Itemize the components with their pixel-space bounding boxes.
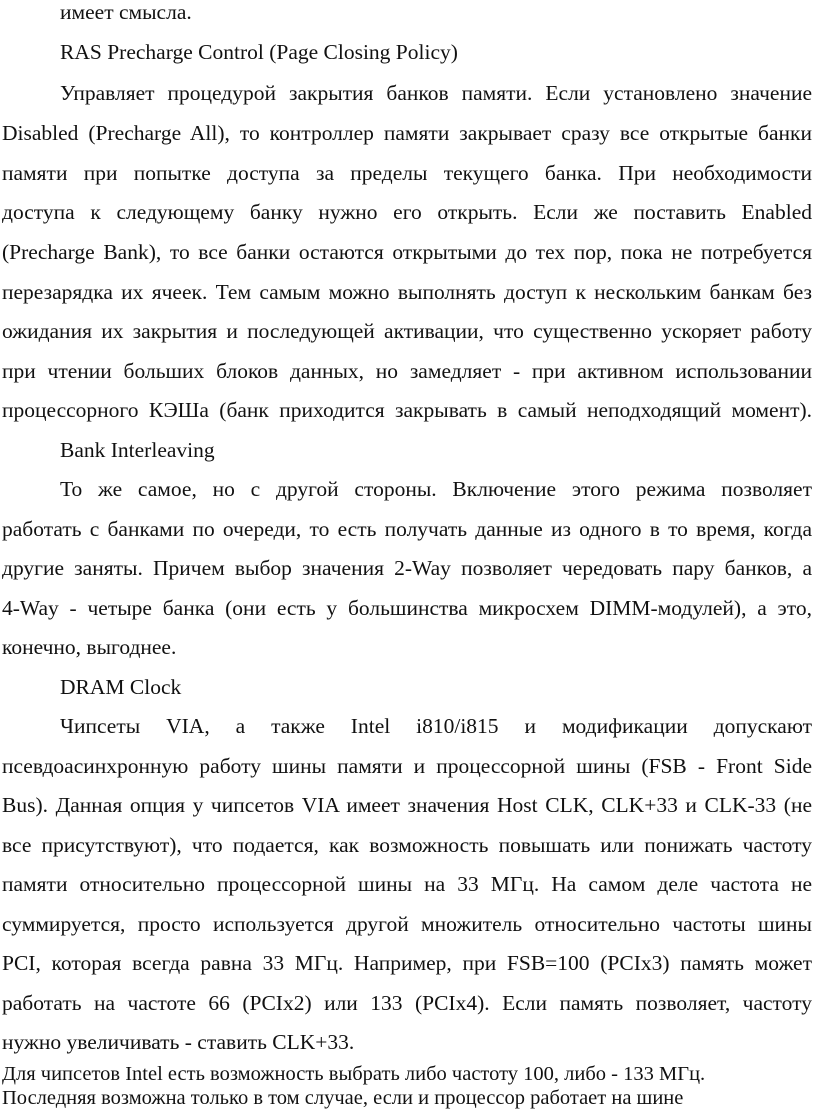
- paragraph-line: псевдоасинхронную работу шины памяти и процессорной шины (FSB - Front Side: [2, 754, 812, 778]
- paragraph-line: 4-Way - четыре банка (они есть у большинства микросхем DIMM-модулей), а это,: [2, 596, 812, 620]
- paragraph-line: Для чипсетов Intel есть возможность выбрать либо частоту 100, либо - 133 МГц.: [2, 1063, 706, 1085]
- paragraph-line: перезарядка их ячеек. Тем самым можно выполнять доступ к нескольким банкам без: [2, 280, 812, 304]
- paragraph-line: суммируется, просто используется другой множитель относительно частоты шины: [2, 912, 812, 936]
- section-heading-bank-interleaving: Bank Interleaving: [60, 438, 215, 462]
- paragraph-line: доступа к следующему банку нужно его открыть. Если же поставить Enabled: [2, 200, 812, 224]
- paragraph-line: Управляет процедурой закрытия банков памяти. Если установлено значение: [60, 81, 812, 105]
- paragraph-line: при чтении больших блоков данных, но замедляет - при активном использовании: [2, 359, 812, 383]
- paragraph-line: памяти при попытке доступа за пределы текущего банка. При необходимости: [2, 161, 812, 185]
- paragraph-line: Bus). Данная опция у чипсетов VIA имеет значения Host CLK, CLK+33 и CLK-33 (не: [2, 793, 812, 817]
- paragraph-line: работать с банками по очереди, то есть получать данные из одного в то время, когда: [2, 517, 812, 541]
- section-heading-ras-precharge: RAS Precharge Control (Page Closing Policy): [60, 40, 458, 64]
- paragraph-line: Чипсеты VIA, а также Intel i810/i815 и модификации допускают: [60, 714, 812, 738]
- paragraph-line: другие заняты. Причем выбор значения 2-Way позволяет чередовать пару банков, а: [2, 556, 812, 580]
- paragraph-line: ожидания их закрытия и последующей активации, что существенно ускоряет работу: [2, 319, 812, 343]
- paragraph-line: То же самое, но с другой стороны. Включение этого режима позволяет: [60, 477, 812, 501]
- paragraph-line: памяти относительно процессорной шины на 33 МГц. На самом деле частота не: [2, 872, 812, 896]
- section-heading-dram-clock: DRAM Clock: [60, 675, 182, 699]
- paragraph-line: конечно, выгоднее.: [2, 635, 177, 659]
- paragraph-line: PCI, которая всегда равна 33 МГц. Например, при FSB=100 (PCIx3) память может: [2, 951, 812, 975]
- paragraph-line: Disabled (Precharge All), то контроллер памяти закрывает сразу все открытые банки: [2, 121, 812, 145]
- paragraph-line: нужно увеличивать - ставить CLK+33.: [2, 1030, 355, 1054]
- paragraph-line: (Precharge Bank), то все банки остаются открытыми до тех пор, пока не потребуется: [2, 240, 812, 264]
- paragraph-line: все присутствуют), что подается, как возможность повышать или понижать частоту: [2, 833, 812, 857]
- paragraph-line: работать на частоте 66 (PCIx2) или 133 (PCIx4). Если память позволяет, частоту: [2, 991, 812, 1015]
- paragraph-line: имеет смысла.: [60, 0, 192, 24]
- paragraph-line: Последняя возможна только в том случае, если и процессор работает на шине: [2, 1087, 684, 1109]
- paragraph-line: процессорного КЭШа (банк приходится закрывать в самый неподходящий момент).: [2, 398, 812, 422]
